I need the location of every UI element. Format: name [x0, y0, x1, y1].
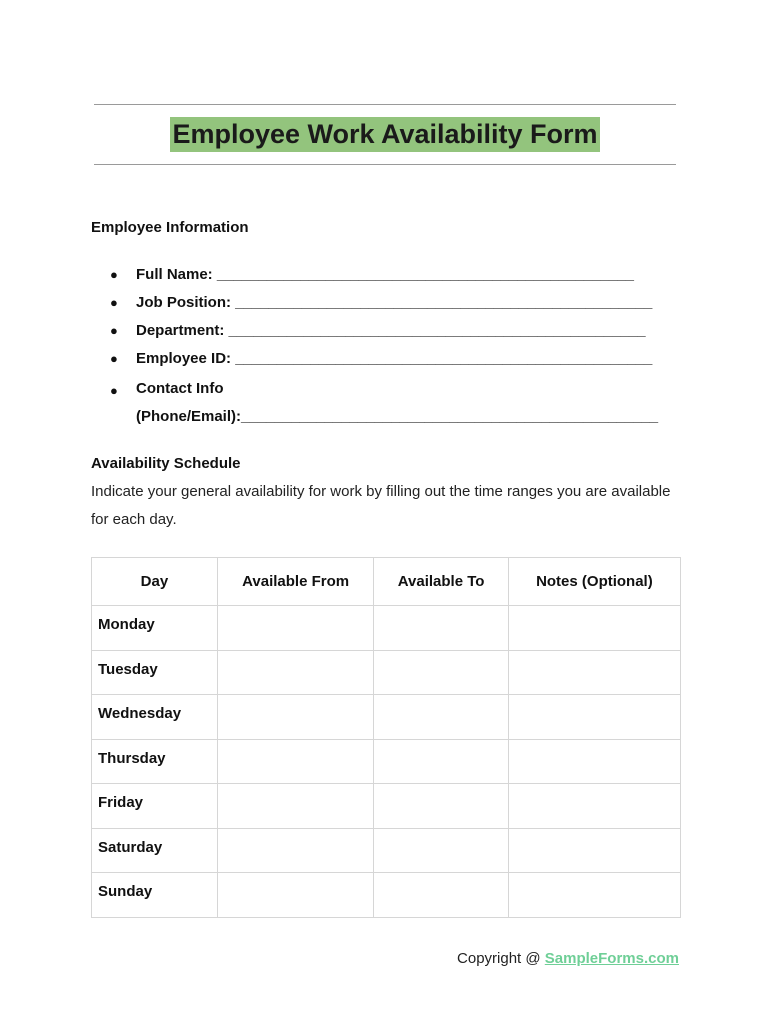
bullet-icon: ●	[110, 351, 118, 366]
table-row	[92, 873, 681, 918]
field-label: Job Position:	[136, 294, 236, 311]
brand-link[interactable]: SampleForms.com	[544, 950, 679, 967]
bullet-icon: ●	[110, 295, 118, 310]
table-row	[92, 695, 681, 740]
field-label: Full Name:	[136, 266, 217, 283]
notes-cell[interactable]	[508, 739, 680, 784]
bottom-divider	[94, 164, 676, 165]
field-label: Contact Info	[136, 380, 224, 397]
header-available-to: Available To	[374, 558, 508, 606]
page-title: Employee Work Availability Form	[170, 117, 599, 152]
contact-info-field[interactable]	[110, 375, 658, 431]
field-label: Employee ID:	[136, 350, 236, 367]
available-to-cell[interactable]	[374, 784, 508, 829]
available-from-cell[interactable]	[217, 695, 374, 740]
availability-instructions: Indicate your general availability for work by filling out the time ranges you are available for each day.	[91, 483, 671, 528]
header-available-from: Available From	[217, 558, 374, 606]
header-day: Day	[92, 558, 218, 606]
available-from-cell[interactable]	[217, 650, 374, 695]
available-to-cell[interactable]	[374, 739, 508, 784]
field-blank[interactable]: __________________________________________________	[235, 350, 653, 367]
field-label-secondary: (Phone/Email):	[136, 408, 242, 425]
top-divider	[94, 104, 676, 105]
table-row	[92, 828, 681, 873]
availability-heading: Availability Schedule	[91, 455, 241, 472]
field-label: Department:	[136, 322, 229, 339]
notes-cell[interactable]	[508, 873, 680, 918]
bullet-icon: ●	[110, 323, 118, 338]
table-row	[92, 739, 681, 784]
available-to-cell[interactable]	[374, 695, 508, 740]
department-field[interactable]	[110, 319, 658, 347]
available-from-cell[interactable]	[217, 606, 374, 651]
employee-info-list	[110, 263, 658, 431]
copyright-text: Copyright @	[457, 950, 545, 967]
day-cell: Monday	[92, 606, 218, 651]
day-cell: Thursday	[92, 739, 218, 784]
day-cell: Sunday	[92, 873, 218, 918]
header-notes: Notes (Optional)	[508, 558, 680, 606]
day-cell: Saturday	[92, 828, 218, 873]
table-header-row	[92, 558, 681, 606]
available-to-cell[interactable]	[374, 828, 508, 873]
table-row	[92, 784, 681, 829]
field-blank[interactable]: __________________________________________________	[216, 266, 634, 283]
availability-table	[91, 557, 681, 918]
available-from-cell[interactable]	[217, 784, 374, 829]
notes-cell[interactable]	[508, 695, 680, 740]
employee-id-field[interactable]	[110, 347, 658, 375]
field-blank[interactable]: __________________________________________________	[235, 294, 653, 311]
available-from-cell[interactable]	[217, 828, 374, 873]
available-to-cell[interactable]	[374, 650, 508, 695]
table-row	[92, 606, 681, 651]
bullet-icon: ●	[110, 267, 118, 282]
job-position-field[interactable]	[110, 291, 658, 319]
copyright-footer	[457, 950, 679, 967]
available-from-cell[interactable]	[217, 873, 374, 918]
field-blank[interactable]: __________________________________________________	[241, 408, 659, 425]
notes-cell[interactable]	[508, 650, 680, 695]
notes-cell[interactable]	[508, 784, 680, 829]
notes-cell[interactable]	[508, 828, 680, 873]
notes-cell[interactable]	[508, 606, 680, 651]
day-cell: Tuesday	[92, 650, 218, 695]
available-from-cell[interactable]	[217, 739, 374, 784]
full-name-field[interactable]	[110, 263, 658, 291]
field-blank[interactable]: __________________________________________________	[228, 322, 646, 339]
table-row	[92, 650, 681, 695]
available-to-cell[interactable]	[374, 606, 508, 651]
day-cell: Friday	[92, 784, 218, 829]
available-to-cell[interactable]	[374, 873, 508, 918]
title-container	[0, 117, 770, 152]
day-cell: Wednesday	[92, 695, 218, 740]
bullet-icon: ●	[110, 383, 118, 398]
employee-info-heading: Employee Information	[91, 219, 249, 236]
